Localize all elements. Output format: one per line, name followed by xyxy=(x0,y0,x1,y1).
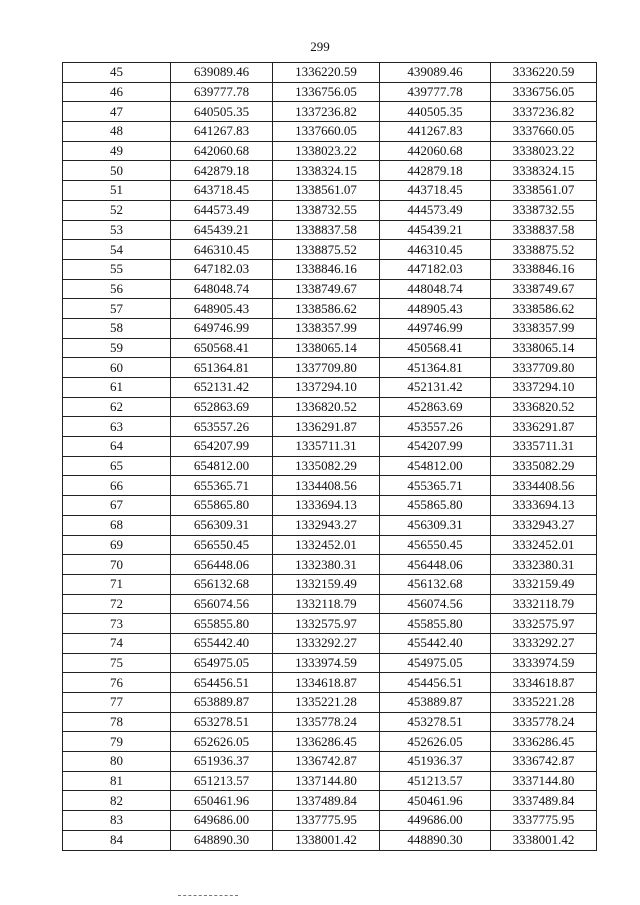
x2-cell: 448890.30 xyxy=(380,830,491,850)
y1-cell: 1332575.97 xyxy=(273,614,380,634)
x1-cell: 647182.03 xyxy=(171,259,273,279)
y1-cell: 1338732.55 xyxy=(273,200,380,220)
y1-cell: 1337660.05 xyxy=(273,122,380,142)
table-row xyxy=(63,200,597,220)
table-row xyxy=(63,338,597,358)
y2-cell: 3332380.31 xyxy=(491,555,597,575)
y2-cell: 3338732.55 xyxy=(491,200,597,220)
y2-cell: 3337236.82 xyxy=(491,102,597,122)
table-row xyxy=(63,378,597,398)
table-row xyxy=(63,653,597,673)
x1-cell: 650568.41 xyxy=(171,338,273,358)
y1-cell: 1334618.87 xyxy=(273,673,380,693)
y2-cell: 3333694.13 xyxy=(491,496,597,516)
y2-cell: 3337294.10 xyxy=(491,378,597,398)
y1-cell: 1338749.67 xyxy=(273,279,380,299)
table-row xyxy=(63,791,597,811)
y2-cell: 3335082.29 xyxy=(491,456,597,476)
table-row xyxy=(63,811,597,831)
x2-cell: 451364.81 xyxy=(380,358,491,378)
y1-cell: 1338586.62 xyxy=(273,299,380,319)
x1-cell: 651364.81 xyxy=(171,358,273,378)
x1-cell: 656309.31 xyxy=(171,515,273,535)
y1-cell: 1335778.24 xyxy=(273,712,380,732)
table-row xyxy=(63,771,597,791)
y1-cell: 1337489.84 xyxy=(273,791,380,811)
x2-cell: 445439.21 xyxy=(380,220,491,240)
y1-cell: 1335082.29 xyxy=(273,456,380,476)
y2-cell: 3332159.49 xyxy=(491,574,597,594)
y1-cell: 1337144.80 xyxy=(273,771,380,791)
point-number-cell: 76 xyxy=(63,673,171,693)
table-row xyxy=(63,555,597,575)
table-row xyxy=(63,673,597,693)
y2-cell: 3336820.52 xyxy=(491,397,597,417)
point-number-cell: 73 xyxy=(63,614,171,634)
point-number-cell: 50 xyxy=(63,161,171,181)
x1-cell: 651936.37 xyxy=(171,752,273,772)
x2-cell: 454975.05 xyxy=(380,653,491,673)
x1-cell: 646310.45 xyxy=(171,240,273,260)
point-number-cell: 53 xyxy=(63,220,171,240)
point-number-cell: 51 xyxy=(63,181,171,201)
x2-cell: 456309.31 xyxy=(380,515,491,535)
table-row xyxy=(63,476,597,496)
table-row xyxy=(63,318,597,338)
x2-cell: 447182.03 xyxy=(380,259,491,279)
y1-cell: 1338023.22 xyxy=(273,141,380,161)
x2-cell: 442879.18 xyxy=(380,161,491,181)
x2-cell: 452863.69 xyxy=(380,397,491,417)
table-row xyxy=(63,830,597,850)
table-row xyxy=(63,614,597,634)
x2-cell: 439089.46 xyxy=(380,63,491,83)
x1-cell: 644573.49 xyxy=(171,200,273,220)
x2-cell: 439777.78 xyxy=(380,82,491,102)
point-number-cell: 54 xyxy=(63,240,171,260)
y2-cell: 3338023.22 xyxy=(491,141,597,161)
point-number-cell: 65 xyxy=(63,456,171,476)
point-number-cell: 52 xyxy=(63,200,171,220)
x1-cell: 654975.05 xyxy=(171,653,273,673)
y2-cell: 3338837.58 xyxy=(491,220,597,240)
table-row xyxy=(63,181,597,201)
y2-cell: 3334618.87 xyxy=(491,673,597,693)
y2-cell: 3333974.59 xyxy=(491,653,597,673)
y1-cell: 1332943.27 xyxy=(273,515,380,535)
y1-cell: 1336820.52 xyxy=(273,397,380,417)
table-row xyxy=(63,358,597,378)
y2-cell: 3335711.31 xyxy=(491,437,597,457)
x1-cell: 654207.99 xyxy=(171,437,273,457)
y2-cell: 3338561.07 xyxy=(491,181,597,201)
table-row xyxy=(63,437,597,457)
table-row xyxy=(63,397,597,417)
y2-cell: 3335778.24 xyxy=(491,712,597,732)
y1-cell: 1332159.49 xyxy=(273,574,380,594)
point-number-cell: 67 xyxy=(63,496,171,516)
y2-cell: 3332575.97 xyxy=(491,614,597,634)
y2-cell: 3333292.27 xyxy=(491,633,597,653)
x1-cell: 649686.00 xyxy=(171,811,273,831)
y2-cell: 3338875.52 xyxy=(491,240,597,260)
x2-cell: 456132.68 xyxy=(380,574,491,594)
x1-cell: 655365.71 xyxy=(171,476,273,496)
y1-cell: 1337236.82 xyxy=(273,102,380,122)
y1-cell: 1338846.16 xyxy=(273,259,380,279)
x2-cell: 454207.99 xyxy=(380,437,491,457)
x2-cell: 443718.45 xyxy=(380,181,491,201)
x1-cell: 654812.00 xyxy=(171,456,273,476)
point-number-cell: 79 xyxy=(63,732,171,752)
table-row xyxy=(63,259,597,279)
x1-cell: 651213.57 xyxy=(171,771,273,791)
point-number-cell: 56 xyxy=(63,279,171,299)
coordinate-table-body xyxy=(63,63,597,851)
point-number-cell: 59 xyxy=(63,338,171,358)
x1-cell: 654456.51 xyxy=(171,673,273,693)
y2-cell: 3336220.59 xyxy=(491,63,597,83)
point-number-cell: 64 xyxy=(63,437,171,457)
table-row xyxy=(63,102,597,122)
x1-cell: 655865.80 xyxy=(171,496,273,516)
x1-cell: 648905.43 xyxy=(171,299,273,319)
point-number-cell: 80 xyxy=(63,752,171,772)
point-number-cell: 81 xyxy=(63,771,171,791)
y1-cell: 1332380.31 xyxy=(273,555,380,575)
y2-cell: 3337775.95 xyxy=(491,811,597,831)
point-number-cell: 49 xyxy=(63,141,171,161)
x2-cell: 456448.06 xyxy=(380,555,491,575)
coordinate-table xyxy=(62,62,597,851)
y2-cell: 3336286.45 xyxy=(491,732,597,752)
footer-rule xyxy=(178,895,238,896)
x1-cell: 640505.35 xyxy=(171,102,273,122)
y1-cell: 1338875.52 xyxy=(273,240,380,260)
y2-cell: 3332943.27 xyxy=(491,515,597,535)
x1-cell: 642060.68 xyxy=(171,141,273,161)
y2-cell: 3338065.14 xyxy=(491,338,597,358)
y1-cell: 1336756.05 xyxy=(273,82,380,102)
point-number-cell: 47 xyxy=(63,102,171,122)
y2-cell: 3332452.01 xyxy=(491,535,597,555)
point-number-cell: 57 xyxy=(63,299,171,319)
x2-cell: 453889.87 xyxy=(380,693,491,713)
y2-cell: 3338324.15 xyxy=(491,161,597,181)
table-row xyxy=(63,417,597,437)
y1-cell: 1337294.10 xyxy=(273,378,380,398)
point-number-cell: 55 xyxy=(63,259,171,279)
x2-cell: 455865.80 xyxy=(380,496,491,516)
x1-cell: 639777.78 xyxy=(171,82,273,102)
x2-cell: 449686.00 xyxy=(380,811,491,831)
point-number-cell: 58 xyxy=(63,318,171,338)
x2-cell: 450461.96 xyxy=(380,791,491,811)
x1-cell: 648890.30 xyxy=(171,830,273,850)
point-number-cell: 63 xyxy=(63,417,171,437)
y2-cell: 3338846.16 xyxy=(491,259,597,279)
y1-cell: 1333974.59 xyxy=(273,653,380,673)
y2-cell: 3335221.28 xyxy=(491,693,597,713)
y1-cell: 1333292.27 xyxy=(273,633,380,653)
y1-cell: 1338324.15 xyxy=(273,161,380,181)
x1-cell: 649746.99 xyxy=(171,318,273,338)
x2-cell: 455855.80 xyxy=(380,614,491,634)
x1-cell: 655855.80 xyxy=(171,614,273,634)
y1-cell: 1337775.95 xyxy=(273,811,380,831)
point-number-cell: 78 xyxy=(63,712,171,732)
y1-cell: 1338837.58 xyxy=(273,220,380,240)
y2-cell: 3334408.56 xyxy=(491,476,597,496)
y1-cell: 1332452.01 xyxy=(273,535,380,555)
y1-cell: 1338357.99 xyxy=(273,318,380,338)
table-row xyxy=(63,122,597,142)
x1-cell: 655442.40 xyxy=(171,633,273,653)
x2-cell: 454456.51 xyxy=(380,673,491,693)
table-row xyxy=(63,496,597,516)
table-row xyxy=(63,732,597,752)
y1-cell: 1335221.28 xyxy=(273,693,380,713)
table-row xyxy=(63,299,597,319)
x2-cell: 451936.37 xyxy=(380,752,491,772)
table-row xyxy=(63,633,597,653)
table-row xyxy=(63,515,597,535)
x1-cell: 653557.26 xyxy=(171,417,273,437)
point-number-cell: 46 xyxy=(63,82,171,102)
x1-cell: 645439.21 xyxy=(171,220,273,240)
x1-cell: 656074.56 xyxy=(171,594,273,614)
table-row xyxy=(63,220,597,240)
y1-cell: 1332118.79 xyxy=(273,594,380,614)
y1-cell: 1338561.07 xyxy=(273,181,380,201)
x2-cell: 440505.35 xyxy=(380,102,491,122)
table-row xyxy=(63,594,597,614)
y2-cell: 3337709.80 xyxy=(491,358,597,378)
x1-cell: 650461.96 xyxy=(171,791,273,811)
x2-cell: 451213.57 xyxy=(380,771,491,791)
x1-cell: 652626.05 xyxy=(171,732,273,752)
x1-cell: 643718.45 xyxy=(171,181,273,201)
point-number-cell: 48 xyxy=(63,122,171,142)
table-row xyxy=(63,240,597,260)
x2-cell: 453278.51 xyxy=(380,712,491,732)
point-number-cell: 75 xyxy=(63,653,171,673)
x1-cell: 641267.83 xyxy=(171,122,273,142)
table-row xyxy=(63,752,597,772)
x2-cell: 441267.83 xyxy=(380,122,491,142)
x1-cell: 652131.42 xyxy=(171,378,273,398)
point-number-cell: 69 xyxy=(63,535,171,555)
x1-cell: 653278.51 xyxy=(171,712,273,732)
table-row xyxy=(63,574,597,594)
y2-cell: 3337660.05 xyxy=(491,122,597,142)
x1-cell: 656550.45 xyxy=(171,535,273,555)
y1-cell: 1335711.31 xyxy=(273,437,380,457)
x2-cell: 452626.05 xyxy=(380,732,491,752)
y2-cell: 3332118.79 xyxy=(491,594,597,614)
table-row xyxy=(63,712,597,732)
x2-cell: 454812.00 xyxy=(380,456,491,476)
x1-cell: 656448.06 xyxy=(171,555,273,575)
y1-cell: 1338001.42 xyxy=(273,830,380,850)
y2-cell: 3337489.84 xyxy=(491,791,597,811)
x1-cell: 653889.87 xyxy=(171,693,273,713)
y1-cell: 1336286.45 xyxy=(273,732,380,752)
x2-cell: 444573.49 xyxy=(380,200,491,220)
y1-cell: 1337709.80 xyxy=(273,358,380,378)
x2-cell: 455442.40 xyxy=(380,633,491,653)
table-row xyxy=(63,63,597,83)
table-row xyxy=(63,456,597,476)
y2-cell: 3338357.99 xyxy=(491,318,597,338)
y2-cell: 3338749.67 xyxy=(491,279,597,299)
x1-cell: 656132.68 xyxy=(171,574,273,594)
y1-cell: 1336220.59 xyxy=(273,63,380,83)
table-row xyxy=(63,82,597,102)
point-number-cell: 61 xyxy=(63,378,171,398)
table-row xyxy=(63,161,597,181)
point-number-cell: 77 xyxy=(63,693,171,713)
x2-cell: 449746.99 xyxy=(380,318,491,338)
x2-cell: 453557.26 xyxy=(380,417,491,437)
y2-cell: 3336756.05 xyxy=(491,82,597,102)
y1-cell: 1336291.87 xyxy=(273,417,380,437)
x2-cell: 450568.41 xyxy=(380,338,491,358)
x2-cell: 442060.68 xyxy=(380,141,491,161)
y2-cell: 3336291.87 xyxy=(491,417,597,437)
point-number-cell: 74 xyxy=(63,633,171,653)
x2-cell: 448905.43 xyxy=(380,299,491,319)
point-number-cell: 84 xyxy=(63,830,171,850)
point-number-cell: 62 xyxy=(63,397,171,417)
x1-cell: 652863.69 xyxy=(171,397,273,417)
y2-cell: 3338001.42 xyxy=(491,830,597,850)
point-number-cell: 72 xyxy=(63,594,171,614)
y1-cell: 1334408.56 xyxy=(273,476,380,496)
x2-cell: 455365.71 xyxy=(380,476,491,496)
y2-cell: 3337144.80 xyxy=(491,771,597,791)
x2-cell: 452131.42 xyxy=(380,378,491,398)
table-row xyxy=(63,141,597,161)
y2-cell: 3336742.87 xyxy=(491,752,597,772)
point-number-cell: 70 xyxy=(63,555,171,575)
point-number-cell: 60 xyxy=(63,358,171,378)
y1-cell: 1338065.14 xyxy=(273,338,380,358)
y1-cell: 1333694.13 xyxy=(273,496,380,516)
x1-cell: 639089.46 xyxy=(171,63,273,83)
point-number-cell: 83 xyxy=(63,811,171,831)
x2-cell: 456074.56 xyxy=(380,594,491,614)
x1-cell: 648048.74 xyxy=(171,279,273,299)
x2-cell: 446310.45 xyxy=(380,240,491,260)
point-number-cell: 68 xyxy=(63,515,171,535)
point-number-cell: 45 xyxy=(63,63,171,83)
x2-cell: 456550.45 xyxy=(380,535,491,555)
table-row xyxy=(63,279,597,299)
table-row xyxy=(63,693,597,713)
y1-cell: 1336742.87 xyxy=(273,752,380,772)
point-number-cell: 82 xyxy=(63,791,171,811)
page-number: 299 xyxy=(310,39,330,54)
y2-cell: 3338586.62 xyxy=(491,299,597,319)
point-number-cell: 71 xyxy=(63,574,171,594)
x1-cell: 642879.18 xyxy=(171,161,273,181)
table-row xyxy=(63,535,597,555)
point-number-cell: 66 xyxy=(63,476,171,496)
x2-cell: 448048.74 xyxy=(380,279,491,299)
